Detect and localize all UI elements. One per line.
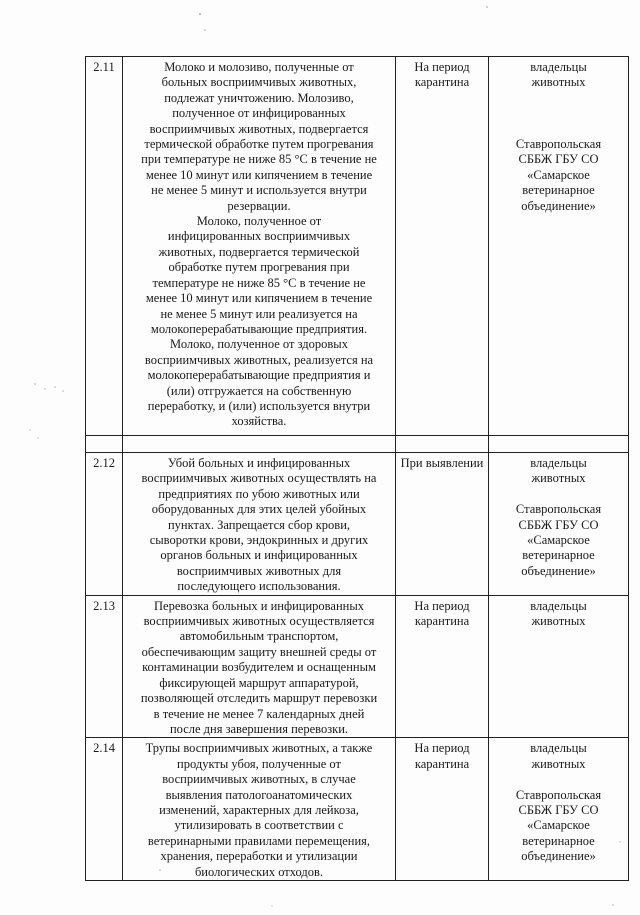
- term-text: На период карантина: [396, 738, 489, 881]
- measure-text: Молоко и молозиво, полученные от больных восприимчивых животных, подлежат уничтожению. Молозиво, полученное от инфицированных восприимчивых животных, подвергается термической обработке путем прогревания при температуре не ниже 85 °С в течение не менее 10 минут или кипячением в течение не менее 5 минут и используется внутри резервации. Молоко, полученное от инфицированных восприимчивых животных, подвергается термической обработке путем прогревания при температуре не ниже 85 °С в течение не менее 10 минут или кипячением в течение не менее 5 минут или реализуется на молокоперерабатывающие предприятия. Молоко, полученное от здоровых восприимчивых животных, реализуется на молокоперерабатывающие предприятия и (или) отгружается на собственную переработку, и (или) используется внутри хозяйства.: [123, 57, 396, 436]
- responsible-text: владельцы животных Ставропольская СББЖ ГБУ СО «Самарское ветеринарное объединение»: [489, 57, 629, 436]
- row-number: 2.14: [86, 738, 123, 881]
- measure-text: Убой больных и инфицированных восприимчивых животных осуществлять на предприятиях по убою животных или оборудованных для этих целей убойных пунктах. Запрещается сбор крови, сыворотки крови, эндокринных и других органов больных и инфицированных восприимчивых животных для последующего использования.: [123, 453, 396, 596]
- spacer-cell: [489, 436, 629, 453]
- term-text: При выявлении: [396, 453, 489, 596]
- responsible-text: владельцы животных: [489, 595, 629, 738]
- spacer-cell: [396, 436, 489, 453]
- table-row: [86, 738, 629, 881]
- row-number: 2.11: [86, 57, 123, 436]
- table-row: [86, 453, 629, 596]
- term-text: На период карантина: [396, 57, 489, 436]
- table-row: [86, 57, 629, 436]
- table-row: [86, 595, 629, 738]
- spacer-cell: [86, 436, 123, 453]
- measure-text: Перевозка больных и инфицированных восприимчивых животных осуществляется автомобильным транспортом, обеспечивающим защиту внешней среды от контаминации возбудителем и оснащенным фиксирующей маршрут аппаратурой, позволяющей отследить маршрут перевозки в течение не менее 7 календарных дней после дня завершения перевозки.: [123, 595, 396, 738]
- term-text: На период карантина: [396, 595, 489, 738]
- row-spacer: [86, 436, 629, 453]
- measures-table: [85, 56, 629, 881]
- row-number: 2.13: [86, 595, 123, 738]
- measure-text: Трупы восприимчивых животных, а также продукты убоя, полученные от восприимчивых животных, в случае выявления патологоанатомических изменений, характерных для лейкоза, утилизировать в соответствии с ветеринарными правилами перемещения, хранения, переработки и утилизации биологических отходов.: [123, 738, 396, 881]
- spacer-cell: [123, 436, 396, 453]
- responsible-text: владельцы животных Ставропольская СББЖ ГБУ СО «Самарское ветеринарное объединение»: [489, 738, 629, 881]
- responsible-text: владельцы животных Ставропольская СББЖ ГБУ СО «Самарское ветеринарное объединение»: [489, 453, 629, 596]
- row-number: 2.12: [86, 453, 123, 596]
